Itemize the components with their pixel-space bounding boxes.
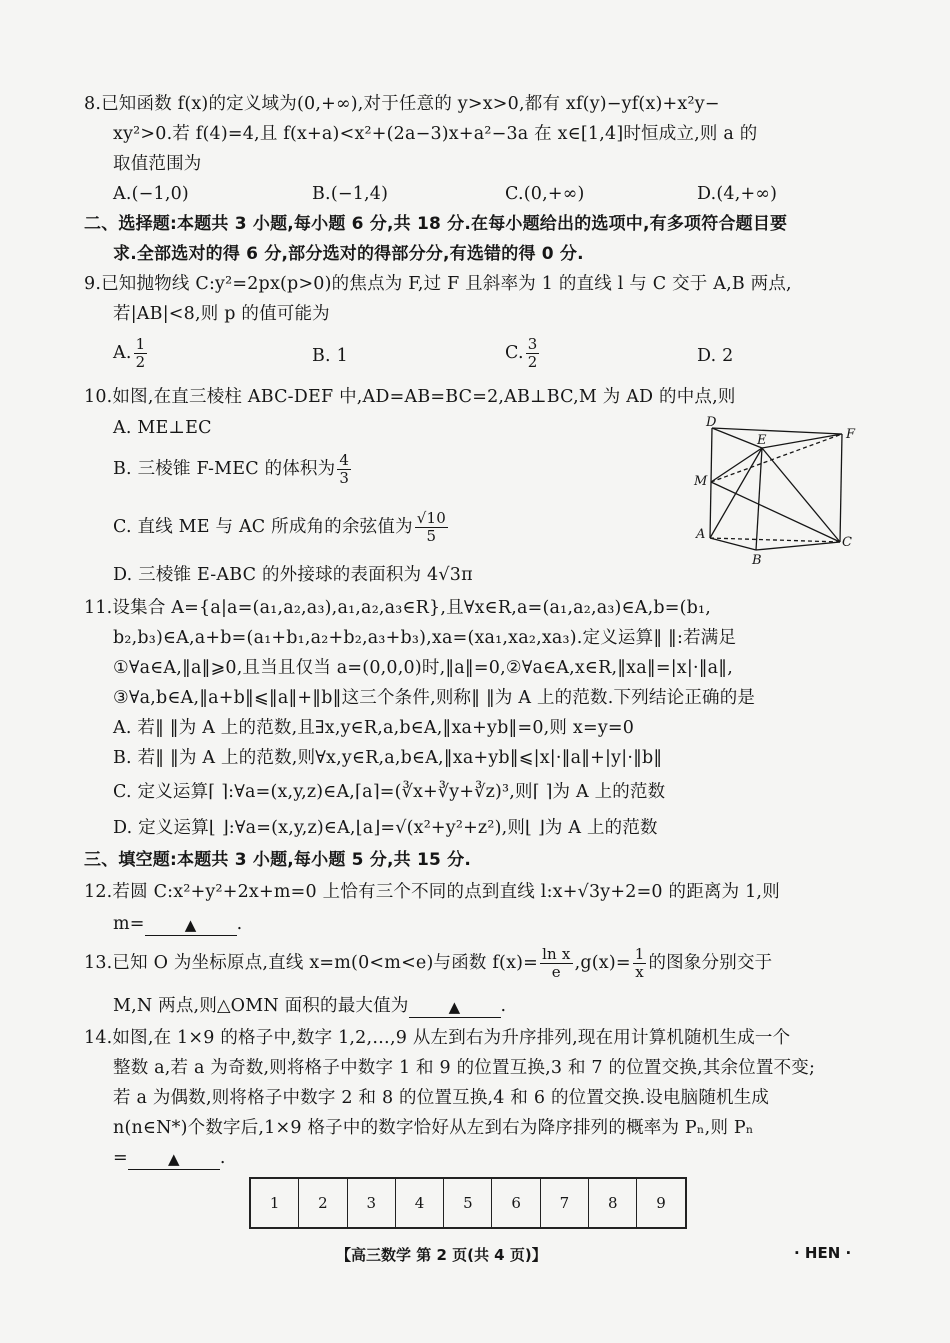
grid-cell: 8 [589,1179,637,1227]
grid-cell: 3 [348,1179,396,1227]
label-C: C [842,535,852,550]
segment-MC [711,482,840,542]
edge-DE [712,428,762,448]
edge-DF [712,428,842,434]
label-E: E [757,433,767,448]
grid-cell: 2 [299,1179,347,1227]
q14-line1: 14.如图,在 1×9 的格子中,数字 1,2,…,9 从左到右为升序排列,现在用计算机随机生成一个 [84,1028,791,1048]
fraction: $\frac{4}{3}$ [339,451,350,487]
q11-option-a: A. 若‖ ‖为 A 上的范数,且∃x,y∈R,a,b∈A,‖xa+yb‖=0,则 x=y=0 [113,718,635,738]
edge-BC [756,542,840,550]
answer-blank[interactable]: ▲ [128,1149,220,1170]
q11-line1: 11.设集合 A={a|a=(a₁,a₂,a₃),a₁,a₂,a₃∈R},且∀x∈R,a=(a₁,a₂,a₃)∈A,b=(b₁, [84,598,712,618]
section3-heading: 三、填空题:本题共 3 小题,每小题 5 分,共 15 分. [84,850,471,870]
q8-option-c: C.(0,+∞) [505,184,585,204]
q11-option-b: B. 若‖ ‖为 A 上的范数,则∀x,y∈R,a,b∈A,‖xa+yb‖⩽|x|·‖a‖+|y|·‖b‖ [113,748,663,768]
q11-option-c: C. 定义运算⌈ ⌉:∀a=(x,y,z)∈A,⌈a⌉=(∛x+∛y+∛z)³,则⌈ ⌉为 A 上的范数 [113,782,666,802]
q13-line2: M,N 两点,则△OMN 面积的最大值为 ▲ . [113,996,507,1016]
q9-line2: 若|AB|<8,则 p 的值可能为 [113,304,330,324]
grid-cell: 4 [396,1179,444,1227]
label-D: D [706,415,717,430]
section2-heading-line2: 求.全部选对的得 6 分,部分选对的得部分分,有选错的得 0 分. [113,244,584,264]
q8-line2: xy²>0.若 f(4)=4,且 f(x+a)<x²+(2a−3)x+a²−3a 在 x∈[1,4]时恒成立,则 a 的 [113,124,758,144]
grid-cell: 5 [444,1179,492,1227]
edge-CF [840,434,842,542]
fraction: $\frac{1}{2}$ [135,335,146,371]
q12-line1: 12.若圆 C:x²+y²+2x+m=0 上恰有三个不同的点到直线 l:x+√3y+2=0 的距离为 1,则 [84,882,780,902]
q10-option-a: A. ME⊥EC [113,418,212,438]
q10-stem: 10.如图,在直三棱柱 ABC-DEF 中,AD=AB=BC=2,AB⊥BC,M 为 AD 的中点,则 [84,387,736,407]
q11-line3: ①∀a∈A,‖a‖⩾0,且当且仅当 a=(0,0,0)时,‖a‖=0,②∀a∈A,x∈R,‖xa‖=|x|·‖a‖, [113,658,734,678]
answer-blank[interactable]: ▲ [145,915,237,936]
segment-EA [710,448,762,538]
q11-option-d: D. 定义运算⌊ ⌋:∀a=(x,y,z)∈A,⌊a⌋=√(x²+y²+z²),则⌊ ⌋为 A 上的范数 [113,818,658,838]
q8-line1: 8.已知函数 f(x)的定义域为(0,+∞),对于任意的 y>x>0,都有 xf(y)−yf(x)+x²y− [84,94,720,114]
segment-EC [762,448,840,542]
grid-cell: 6 [492,1179,540,1227]
q9-option-d: D. 2 [697,346,734,366]
q9-option-c: C. $\frac{3}{2}$ [505,335,538,371]
q14-line5: = ▲ . [113,1148,226,1168]
footer-code: · HEN · [794,1244,852,1262]
q11-line4: ③∀a,b∈A,‖a+b‖⩽‖a‖+‖b‖这三个条件,则称‖ ‖为 A 上的范数.下列结论正确的是 [113,688,756,708]
prism-figure [690,412,865,572]
segment-MF [711,434,842,482]
edge-AB [710,538,756,550]
label-M: M [694,474,708,489]
q14-line4: n(n∈N*)个数字后,1×9 格子中的数字恰好从左到右为降序排列的概率为 Pₙ,则 Pₙ [113,1118,754,1138]
q9-option-b: B. 1 [312,346,348,366]
q14-line3: 若 a 为偶数,则将格子中数字 2 和 8 的位置互换,4 和 6 的位置交换.设电脑随机生成 [113,1088,770,1108]
q8-option-a: A.(−1,0) [113,184,189,204]
fraction: $\frac{3}{2}$ [527,335,538,371]
q10-option-d: D. 三棱锥 E-ABC 的外接球的表面积为 4√3π [113,565,473,585]
segment-AC [710,538,840,542]
page-footer: 【高三数学 第 2 页(共 4 页)】 [336,1246,547,1264]
section2-heading-line1: 二、选择题:本题共 3 小题,每小题 6 分,共 18 分.在每小题给出的选项中,有多项符合题目要 [84,214,788,234]
label-B: B [752,553,762,568]
fraction: $\frac{1}{x}$ [634,945,645,981]
grid-cell: 9 [656,1194,666,1212]
grid-cell: 7 [541,1179,589,1227]
grid-cell: 1 [251,1179,299,1227]
q8-option-d: D.(4,+∞) [697,184,778,204]
q10-option-b: B. 三棱锥 F-MEC 的体积为 $\frac{4}{3}$ [113,451,350,487]
q11-line2: b₂,b₃)∈A,a+b=(a₁+b₁,a₂+b₂,a₃+b₃),xa=(xa₁,xa₂,xa₃).定义运算‖ ‖:若满足 [113,628,737,648]
q13-line1: 13.已知 O 为坐标原点,直线 x=m(0<m<e)与函数 f(x)= $\frac{\text{ln x}}{e}$ ,g(x)= $\frac{1}{x}$ 的图象分别交于 [84,945,773,981]
label-A: A [696,527,706,542]
q9-option-a: A. $\frac{1}{2}$ [113,335,146,371]
fraction: $\frac{\text{ln x}}{e}$ [542,945,571,981]
q12-line2: m= ▲ . [113,914,243,934]
q14-line2: 整数 a,若 a 为奇数,则将格子中数字 1 和 9 的位置互换,3 和 7 的位置交换,其余位置不变; [113,1058,816,1078]
fraction: $\frac{√10}{5}$ [416,509,447,545]
q10-option-c: C. 直线 ME 与 AC 所成角的余弦值为 $\frac{√10}{5}$ [113,509,447,545]
answer-blank[interactable]: ▲ [409,997,501,1018]
q8-option-b: B.(−1,4) [312,184,389,204]
q9-line1: 9.已知抛物线 C:y²=2px(p>0)的焦点为 F,过 F 且斜率为 1 的直线 l 与 C 交于 A,B 两点, [84,274,792,294]
edge-EF [762,434,842,448]
number-grid [249,1177,687,1229]
q8-line3: 取值范围为 [113,154,202,174]
segment-ME [711,448,762,482]
edge-BE [756,448,762,550]
label-F: F [846,427,856,442]
